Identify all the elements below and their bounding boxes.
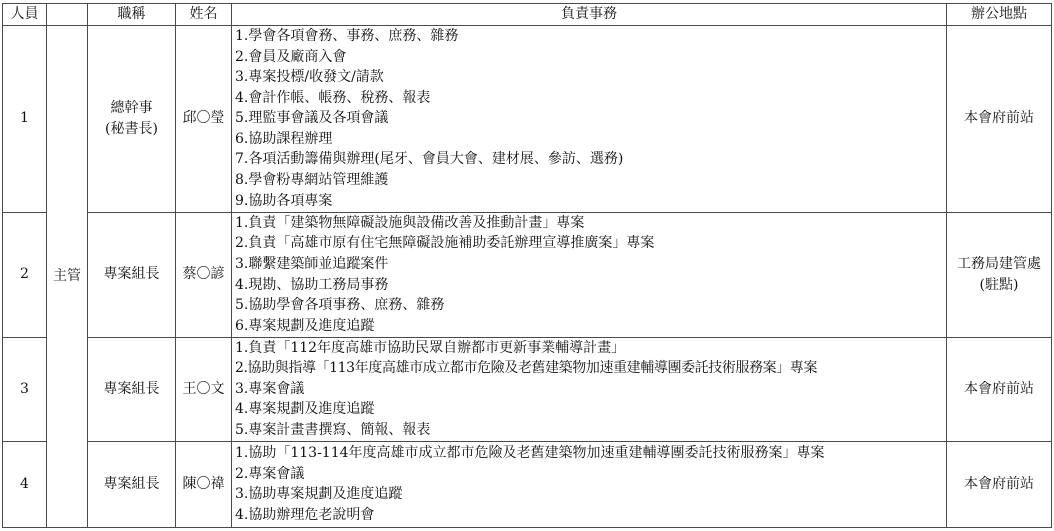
duty-item: 1.負責「112年度高雄市協助民眾自辦都市更新事業輔導計畫」 [235, 339, 626, 356]
office-note: (駐點) [979, 276, 1019, 293]
table-row [3, 25, 1052, 212]
duty-item: 8.學會粉專網站管理維護 [235, 172, 389, 189]
duty-item: 2.專案會議 [235, 465, 305, 482]
row-number: 4 [3, 441, 47, 527]
staff-duties-table [2, 3, 1052, 528]
office-location [947, 25, 1052, 212]
header-duties: 負責事務 [232, 4, 947, 26]
duty-item: 5.專案計畫書撰寫、簡報、報表 [235, 421, 431, 438]
duty-item: 1.學會各項會務、事務、庶務、雜務 [235, 27, 459, 44]
duty-item: 4.現勘、協助工務局事務 [235, 276, 389, 293]
person-name: 蔡〇諺 [176, 212, 232, 337]
duty-item: 2.會員及廠商入會 [235, 48, 347, 65]
duties-list [232, 441, 947, 527]
office-location [947, 441, 1052, 527]
job-title: 總幹事 [110, 100, 153, 116]
header-title: 職稱 [88, 4, 176, 26]
duty-item: 4.會計作帳、帳務、稅務、報表 [235, 89, 431, 106]
row-number: 2 [3, 212, 47, 337]
duty-item: 4.協助辦理危老說明會 [235, 506, 375, 523]
header-person: 人員 [3, 4, 47, 26]
header-blank [47, 4, 88, 26]
duty-item: 3.專案會議 [235, 380, 305, 397]
table-row [3, 441, 1052, 527]
table-row [3, 337, 1052, 441]
duties-list [232, 337, 947, 441]
office-name: 工務局建管處 [957, 256, 1041, 272]
duties-list [232, 25, 947, 212]
duties-list [232, 212, 947, 337]
row-number: 3 [3, 337, 47, 441]
duty-item: 9.協助各項專案 [235, 192, 333, 209]
duty-item: 3.聯繫建築師並追蹤案件 [235, 256, 389, 272]
job-title: 專案組長 [88, 337, 176, 441]
office-location [947, 337, 1052, 441]
duty-item: 5.理監事會議及各項會議 [235, 110, 389, 127]
duty-item: 7.各項活動籌備與辦理(尾牙、會員大會、建材展、參訪、選務) [235, 151, 624, 168]
row-number: 1 [3, 25, 47, 212]
duty-item: 2.負責「高雄市原有住宅無障礙設施補助委託辦理宣導推廣案」專案 [235, 235, 655, 252]
header-name: 姓名 [176, 4, 232, 26]
job-title-cell [88, 25, 176, 212]
office-name: 本會府前站 [964, 110, 1034, 127]
duty-item: 2.協助與指導「113年度高雄市成立都市危險及老舊建築物加速重建輔導團委託技術服務案」專案 [235, 360, 818, 377]
office-name: 本會府前站 [964, 475, 1034, 492]
duty-item: 3.協助專案規劃及進度追蹤 [235, 486, 403, 503]
job-title: 專案組長 [88, 212, 176, 337]
duty-item: 3.專案投標/收發文/請款 [235, 69, 384, 86]
duty-item: 6.協助課程辦理 [235, 130, 333, 147]
duty-item: 1.負責「建築物無障礙設施與設備改善及推動計畫」專案 [235, 214, 585, 231]
job-title: 專案組長 [88, 441, 176, 527]
header-row [3, 4, 1052, 26]
duty-item: 4.專案規劃及進度追蹤 [235, 401, 375, 418]
office-location [947, 212, 1052, 337]
duty-item: 1.協助「113-114年度高雄市成立都市危險及老舊建築物加速重建輔導團委託技術服務案」專案 [235, 444, 825, 461]
person-name: 陳〇禕 [176, 441, 232, 527]
group-label: 主管 [47, 25, 88, 527]
header-office: 辦公地點 [947, 4, 1052, 26]
job-title-note: (秘書長) [105, 120, 158, 137]
duty-item: 5.協助學會各項事務、庶務、雜務 [235, 297, 445, 314]
office-name: 本會府前站 [964, 380, 1034, 397]
table-row [3, 212, 1052, 337]
duty-item: 6.專案規劃及進度追蹤 [235, 317, 375, 334]
person-name: 邱〇瑩 [176, 25, 232, 212]
person-name: 王〇文 [176, 337, 232, 441]
